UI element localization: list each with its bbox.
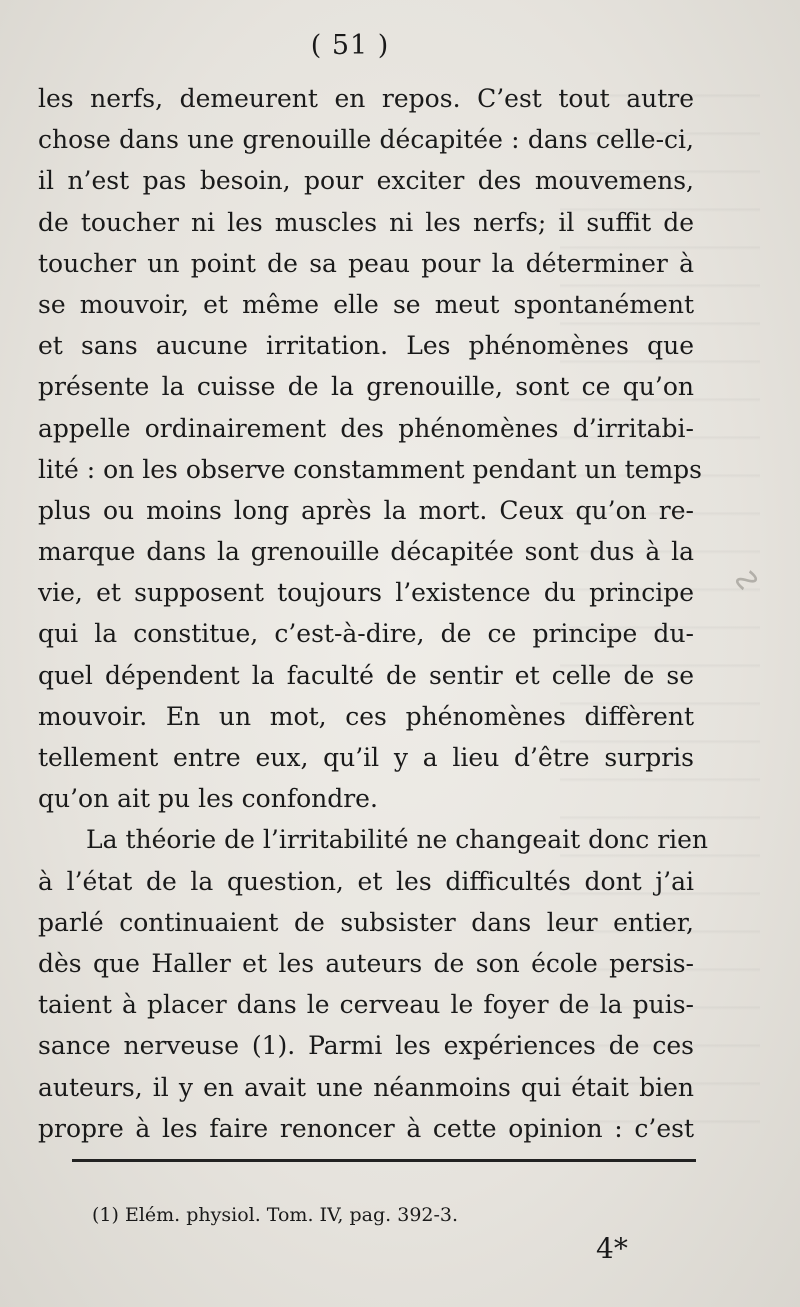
text-line: marque dans la grenouille décapitée sont dus à la (38, 537, 694, 567)
text-line: qui la constitue, c’est-à-dire, de ce principe du- (38, 619, 694, 649)
text-line: parlé continuaient de subsister dans leur entier, (38, 907, 694, 937)
text-line: toucher un point de sa peau pour la déterminer à (38, 248, 694, 278)
text-line: plus ou moins long après la mort. Ceux qu’on re- (38, 495, 694, 525)
signature-mark: 4* (596, 1232, 628, 1265)
text-line: les nerfs, demeurent en repos. C’est tout autre (38, 84, 694, 113)
text-line: lité : on les observe constamment pendant un temps (38, 454, 702, 484)
text-line: de toucher ni les muscles ni les nerfs; il suffit de (38, 207, 694, 237)
paragraph-first-line: La théorie de l’irritabilité ne changeait donc rien (86, 825, 709, 855)
text-line: présente la cuisse de la grenouille, sont ce qu’on (38, 372, 694, 402)
text-line: tellement entre eux, qu’il y a lieu d’être surpris (38, 743, 694, 772)
footnote: (1) Elém. physiol. Tom. IV, pag. 392-3. (92, 1204, 459, 1226)
text-line: qu’on ait pu les confondre. (38, 784, 378, 814)
text-line: taient à placer dans le cerveau le foyer de la puis- (38, 990, 694, 1020)
text-line: et sans aucune irritation. Les phénomènes que (38, 331, 694, 361)
text-line: sance nerveuse (1). Parmi les expériences de ces (38, 1031, 694, 1061)
text-line: se mouvoir, et même elle se meut spontanément (38, 289, 694, 319)
footnote-rule (72, 1159, 696, 1162)
text-line: dès que Haller et les auteurs de son école persis- (38, 948, 694, 978)
text-line: mouvoir. En un mot, ces phénomènes diffèrent (38, 701, 694, 731)
body-text (38, 78, 709, 1149)
text-line: propre à les faire renoncer à cette opinion : c’est (38, 1113, 694, 1143)
text-line: quel dépendent la faculté de sentir et celle de se (38, 660, 694, 690)
text-line: il n’est pas besoin, pour exciter des mouvemens, (38, 166, 694, 196)
text-line: appelle ordinairement des phénomènes d’irritabi- (38, 413, 694, 443)
page-number: ( 51 ) (310, 30, 390, 61)
text-line: auteurs, il y en avait une néanmoins qui était bien (38, 1072, 694, 1102)
margin-handwritten-mark: ∿ (721, 558, 771, 602)
text-line: vie, et supposent toujours l’existence du principe (38, 578, 694, 608)
text-line: chose dans une grenouille décapitée : dans celle-ci, (38, 125, 694, 155)
text-line: à l’état de la question, et les difficultés dont j’ai (38, 866, 694, 896)
